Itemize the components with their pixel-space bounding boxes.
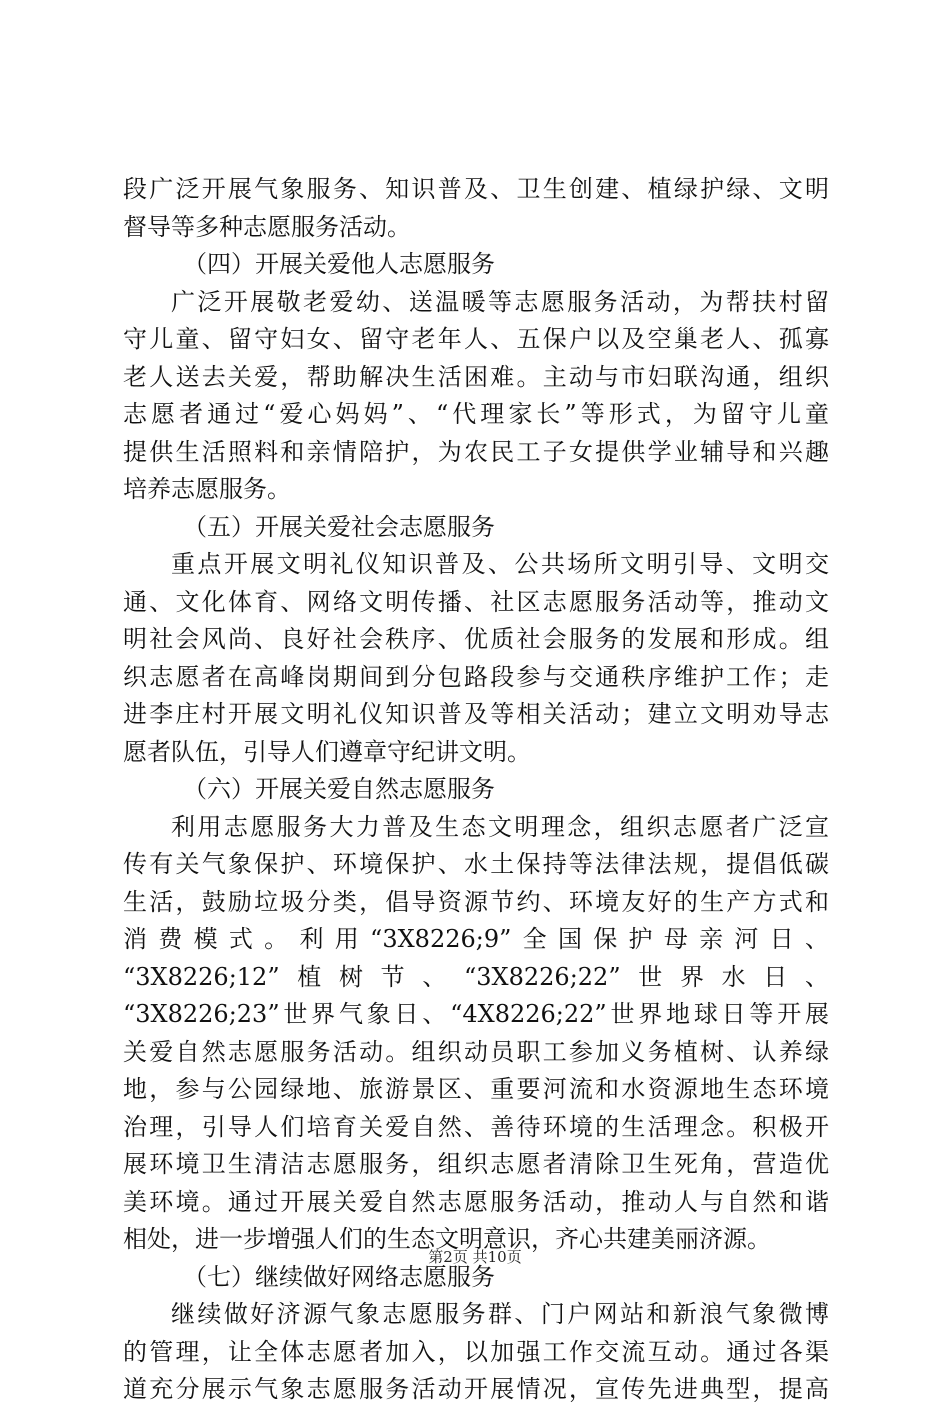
text-line: （四）开展关爱他人志愿服务 <box>183 250 495 278</box>
body-paragraph <box>123 1296 829 1409</box>
text-line: 通、文化体育、网络文明传播、社区志愿服务活动等，推动文 <box>123 587 829 616</box>
body-paragraph <box>123 546 829 771</box>
text-line: “3X8226;23”世界气象日、“4X8226;22”世界地球日等开展 <box>123 1000 829 1028</box>
text-line: 地，参与公园绿地、旅游景区、重要河流和水资源地生态环境 <box>123 1075 829 1103</box>
text-line: 利用志愿服务大力普及生态文明理念，组织志愿者广泛宣 <box>171 812 829 841</box>
text-line: 志愿者通过“爱心妈妈”、“代理家长”等形式，为留守儿童 <box>123 400 829 428</box>
body-paragraph <box>123 809 829 1259</box>
text-line: 织志愿者在高峰岗期间到分包路段参与交通秩序维护工作；走 <box>123 662 829 691</box>
text-line: （七）继续做好网络志愿服务 <box>183 1262 495 1291</box>
text-line: 愿者队伍，引导人们遵章守纪讲文明。 <box>123 737 531 766</box>
text-line: （六）开展关爱自然志愿服务 <box>183 775 495 803</box>
text-line: 相处，进一步增强人们的生态文明意识，齐心共建美丽济源。 <box>123 1225 771 1253</box>
text-line: 督导等多种志愿服务活动。 <box>123 212 411 241</box>
text-line: 道充分展示气象志愿服务活动开展情况，宣传先进典型，提高 <box>123 1375 829 1403</box>
section-heading <box>123 509 829 547</box>
text-line: 培养志愿服务。 <box>123 475 291 503</box>
text-line: 老人送去关爱，帮助解决生活困难。主动与市妇联沟通，组织 <box>123 362 829 391</box>
text-line: 明社会风尚、良好社会秩序、优质社会服务的发展和形成。组 <box>123 625 829 653</box>
text-line: 广泛开展敬老爱幼、送温暖等志愿服务活动，为帮扶村留 <box>171 287 829 316</box>
document-body <box>123 171 829 1409</box>
text-line: 进李庄村开展文明礼仪知识普及等相关活动；建立文明劝导志 <box>123 700 829 728</box>
text-line: 重点开展文明礼仪知识普及、公共场所文明引导、文明交 <box>171 550 829 578</box>
body-paragraph <box>123 284 829 509</box>
text-line: 传有关气象保护、环境保护、水土保持等法律法规，提倡低碳 <box>123 850 829 878</box>
text-line: 段广泛开展气象服务、知识普及、卫生创建、植绿护绿、文明 <box>123 175 829 203</box>
body-paragraph <box>123 171 829 246</box>
section-heading <box>123 246 829 284</box>
text-line: 生活，鼓励垃圾分类，倡导资源节约、环境友好的生产方式和 <box>123 887 829 916</box>
text-line: 的管理，让全体志愿者加入，以加强工作交流互动。通过各渠 <box>123 1337 829 1366</box>
page-footer: 第2页 共10页 <box>428 1248 522 1266</box>
text-line: 治理，引导人们培育关爱自然、善待环境的生活理念。积极开 <box>123 1112 829 1141</box>
text-line: 守儿童、留守妇女、留守老年人、五保户以及空巢老人、孤寡 <box>123 325 829 353</box>
text-line: “3X8226;12”植树节、“3X8226;22”世界水日、 <box>123 962 829 991</box>
text-line: 提供生活照料和亲情陪护，为农民工子女提供学业辅导和兴趣 <box>123 437 829 466</box>
text-line: 展环境卫生清洁志愿服务，组织志愿者清除卫生死角，营造优 <box>123 1150 829 1178</box>
text-line: 美环境。通过开展关爱自然志愿服务活动，推动人与自然和谐 <box>123 1187 829 1216</box>
section-heading <box>123 771 829 809</box>
text-line: 继续做好济源气象志愿服务群、门户网站和新浪气象微博 <box>171 1300 829 1328</box>
text-line: 关爱自然志愿服务活动。组织动员职工参加义务植树、认养绿 <box>123 1037 829 1066</box>
text-line: （五）开展关爱社会志愿服务 <box>183 512 495 541</box>
text-line: 消费模式。利用“3X8226;9”全国保护母亲河日、 <box>123 925 829 953</box>
